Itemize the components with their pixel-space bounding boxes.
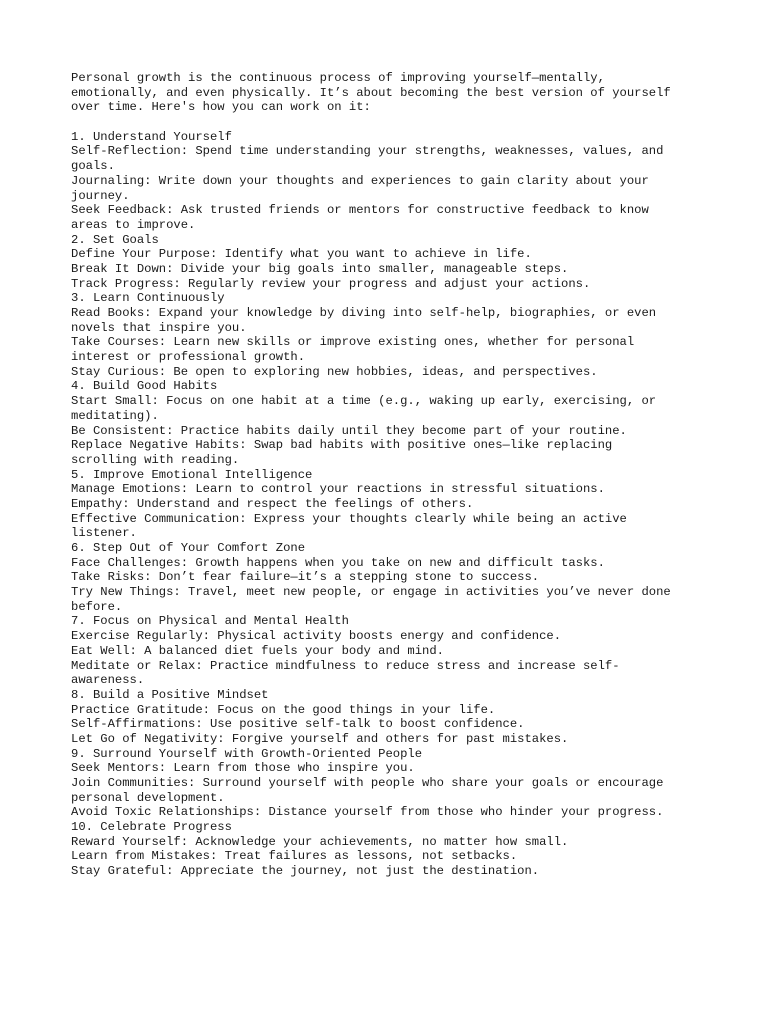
text-line: Eat Well: A balanced diet fuels your body and mind. bbox=[71, 643, 444, 658]
text-line: Avoid Toxic Relationships: Distance yourself from those who hinder your progress. bbox=[71, 805, 664, 820]
intro-line: emotionally, and even physically. It’s about becoming the best version of yourself bbox=[71, 85, 671, 100]
text-line: Start Small: Focus on one habit at a time (e.g., waking up early, exercising, or bbox=[71, 394, 657, 409]
text-line: Replace Negative Habits: Swap bad habits with positive ones—like replacing bbox=[71, 438, 613, 453]
text-line: interest or professional growth. bbox=[71, 350, 306, 365]
text-line: Self-Affirmations: Use positive self-talk to boost confidence. bbox=[71, 717, 525, 732]
section-heading: 8. Build a Positive Mindset bbox=[71, 687, 269, 702]
section-heading: 10. Celebrate Progress bbox=[71, 820, 232, 835]
text-line: Stay Grateful: Appreciate the journey, not just the destination. bbox=[71, 864, 540, 879]
text-line: Define Your Purpose: Identify what you want to achieve in life. bbox=[71, 247, 532, 262]
section-heading: 6. Step Out of Your Comfort Zone bbox=[71, 541, 306, 555]
text-line: Effective Communication: Express your thoughts clearly while being an active bbox=[71, 511, 627, 526]
text-line: before. bbox=[71, 599, 123, 614]
section-heading: 5. Improve Emotional Intelligence bbox=[71, 467, 313, 482]
text-line: personal development. bbox=[71, 790, 225, 805]
text-line: Empathy: Understand and respect the feelings of others. bbox=[71, 496, 474, 511]
text-line: Take Courses: Learn new skills or improve existing ones, whether for personal bbox=[71, 335, 635, 350]
text-line: Try New Things: Travel, meet new people, or engage in activities you’ve never done bbox=[71, 585, 671, 600]
text-line: Break It Down: Divide your big goals into smaller, manageable steps. bbox=[71, 261, 569, 276]
text-line: awareness. bbox=[71, 673, 145, 688]
section-heading: 7. Focus on Physical and Mental Health bbox=[71, 614, 349, 629]
section-heading: 2. Set Goals bbox=[71, 232, 159, 247]
text-line: Track Progress: Regularly review your progress and adjust your actions. bbox=[71, 276, 591, 291]
text-line: Meditate or Relax: Practice mindfulness to reduce stress and increase self- bbox=[71, 658, 620, 673]
intro-paragraph bbox=[71, 71, 711, 115]
text-line: Let Go of Negativity: Forgive yourself and others for past mistakes. bbox=[71, 731, 569, 746]
section-heading: 4. Build Good Habits bbox=[71, 379, 218, 394]
text-line: Seek Mentors: Learn from those who inspire you. bbox=[71, 761, 415, 776]
text-line: listener. bbox=[71, 526, 137, 541]
text-line: Learn from Mistakes: Treat failures as lessons, not setbacks. bbox=[71, 849, 518, 864]
text-line: Reward Yourself: Acknowledge your achievements, no matter how small. bbox=[71, 834, 569, 849]
text-line: Join Communities: Surround yourself with people who share your goals or encourage bbox=[71, 776, 664, 790]
text-line: Self-Reflection: Spend time understanding your strengths, weaknesses, values, and bbox=[71, 144, 664, 159]
text-line: Practice Gratitude: Focus on the good things in your life. bbox=[71, 702, 496, 717]
content-lines bbox=[71, 130, 711, 879]
text-line: Be Consistent: Practice habits daily until they become part of your routine. bbox=[71, 423, 627, 438]
text-line: journey. bbox=[71, 188, 130, 203]
text-line: Journaling: Write down your thoughts and experiences to gain clarity about your bbox=[71, 173, 649, 188]
section-heading: 3. Learn Continuously bbox=[71, 291, 225, 306]
text-line: Stay Curious: Be open to exploring new hobbies, ideas, and perspectives. bbox=[71, 364, 598, 379]
text-line: Take Risks: Don’t fear failure—it’s a stepping stone to success. bbox=[71, 570, 540, 585]
text-line: Read Books: Expand your knowledge by diving into self-help, biographies, or even bbox=[71, 306, 657, 320]
section-heading: 1. Understand Yourself bbox=[71, 129, 232, 144]
text-line: Seek Feedback: Ask trusted friends or mentors for constructive feedback to know bbox=[71, 203, 649, 218]
text-line: novels that inspire you. bbox=[71, 320, 247, 335]
text-line: scrolling with reading. bbox=[71, 452, 240, 467]
text-line: Exercise Regularly: Physical activity boosts energy and confidence. bbox=[71, 629, 562, 644]
text-line: Face Challenges: Growth happens when you take on new and difficult tasks. bbox=[71, 555, 605, 570]
intro-line: over time. Here's how you can work on it: bbox=[71, 100, 371, 115]
text-line: Manage Emotions: Learn to control your reactions in stressful situations. bbox=[71, 482, 605, 497]
intro-line: Personal growth is the continuous process of improving yourself—mentally, bbox=[71, 71, 605, 85]
paragraph-gap bbox=[71, 115, 711, 130]
section-heading: 9. Surround Yourself with Growth-Oriented People bbox=[71, 746, 423, 761]
text-line: goals. bbox=[71, 159, 115, 174]
text-line: areas to improve. bbox=[71, 217, 196, 232]
document-body bbox=[71, 71, 711, 879]
text-line: meditating). bbox=[71, 408, 159, 423]
